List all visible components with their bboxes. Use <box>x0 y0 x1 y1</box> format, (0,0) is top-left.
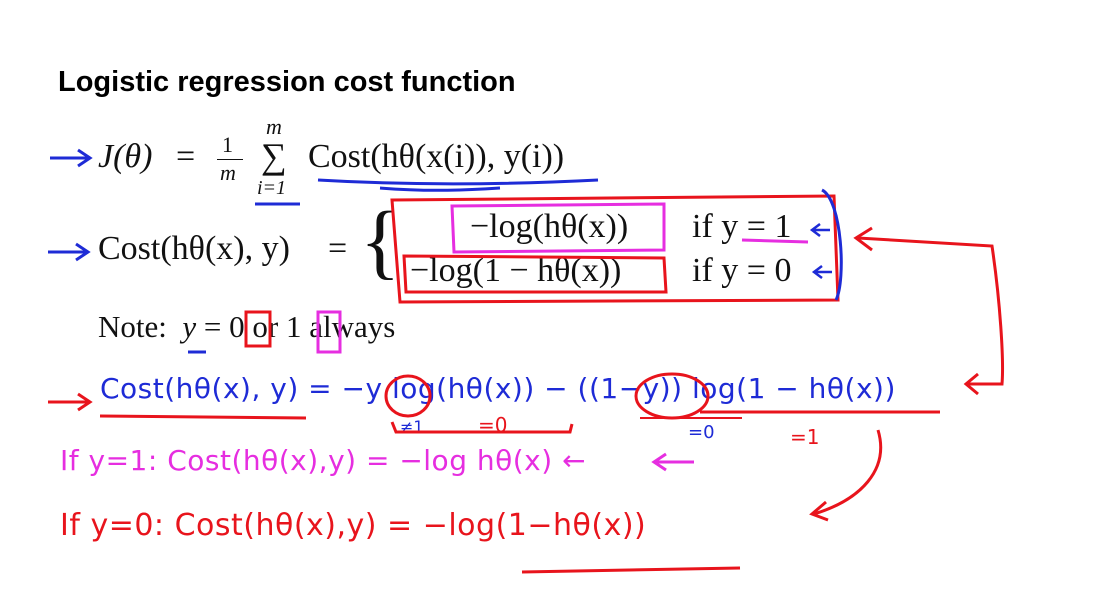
blue-left-arrow-2-icon <box>814 266 832 278</box>
red-arrow-icon <box>48 394 90 410</box>
j-equals: = <box>176 138 196 175</box>
note-always: always <box>309 309 396 344</box>
red-connector-arrow <box>858 238 1003 394</box>
note-or: or <box>252 309 279 344</box>
sum-lower: i=1 <box>257 177 287 199</box>
sum-upper: m <box>266 114 282 139</box>
note-equals: = <box>203 309 222 344</box>
note-y: y <box>182 309 197 344</box>
cost-j-lhs <box>98 138 152 176</box>
case2-cond: if y = 0 <box>692 252 792 289</box>
red-underline-cost <box>100 416 306 418</box>
case1-cond: if y = 1 <box>692 208 792 245</box>
cost-brace: { <box>360 195 401 288</box>
hand-if-y0: If y=0: Cost(hθ(x),y) = −log(1−hθ(x)) <box>60 508 647 543</box>
case2-expr: −log(1 − hθ(x)) <box>410 252 622 289</box>
blue-arrow-1-icon <box>50 150 90 166</box>
magenta-arrow-icon <box>654 454 694 470</box>
j-theta: J(θ) <box>98 138 153 175</box>
j-frac-den: m <box>220 160 236 185</box>
blue-left-arrow-1-icon <box>812 224 830 236</box>
red-curved-arrow <box>812 430 881 520</box>
hand-if-y1: If y=1: Cost(hθ(x),y) = −log hθ(x) ← <box>60 444 587 477</box>
cost-equals: = <box>328 230 348 267</box>
case1-expr: −log(hθ(x)) <box>470 208 629 245</box>
note-line <box>98 309 395 345</box>
note-zero: 0 <box>229 309 245 344</box>
hand-cost-line: Cost(hθ(x), y) = −y log(hθ(x)) − ((1−y)) log(1 − hθ(x)) <box>100 372 896 405</box>
red-underline-final <box>522 568 740 572</box>
j-body: Cost(hθ(x(i)), y(i)) <box>308 138 565 175</box>
hand-anno-one: =1 <box>790 425 820 449</box>
blue-underline-j <box>318 180 598 184</box>
hand-anno-under-y: ≠1 <box>400 417 424 436</box>
slide-title: Logistic regression cost function <box>58 66 516 98</box>
red-arrowhead-top-icon <box>856 228 872 250</box>
sum-symbol: ∑ <box>261 136 287 176</box>
hand-anno-zero-1: =0 <box>478 413 508 437</box>
j-frac-num: 1 <box>222 132 233 157</box>
note-one: 1 <box>285 309 302 344</box>
blue-underline-j2 <box>380 188 500 190</box>
blue-right-bracket <box>822 190 841 300</box>
hand-anno-zero-2: =0 <box>688 422 715 443</box>
cost-lhs: Cost(hθ(x), y) <box>98 230 290 267</box>
blue-arrow-2-icon <box>48 244 88 260</box>
note-label: Note: <box>98 309 167 344</box>
